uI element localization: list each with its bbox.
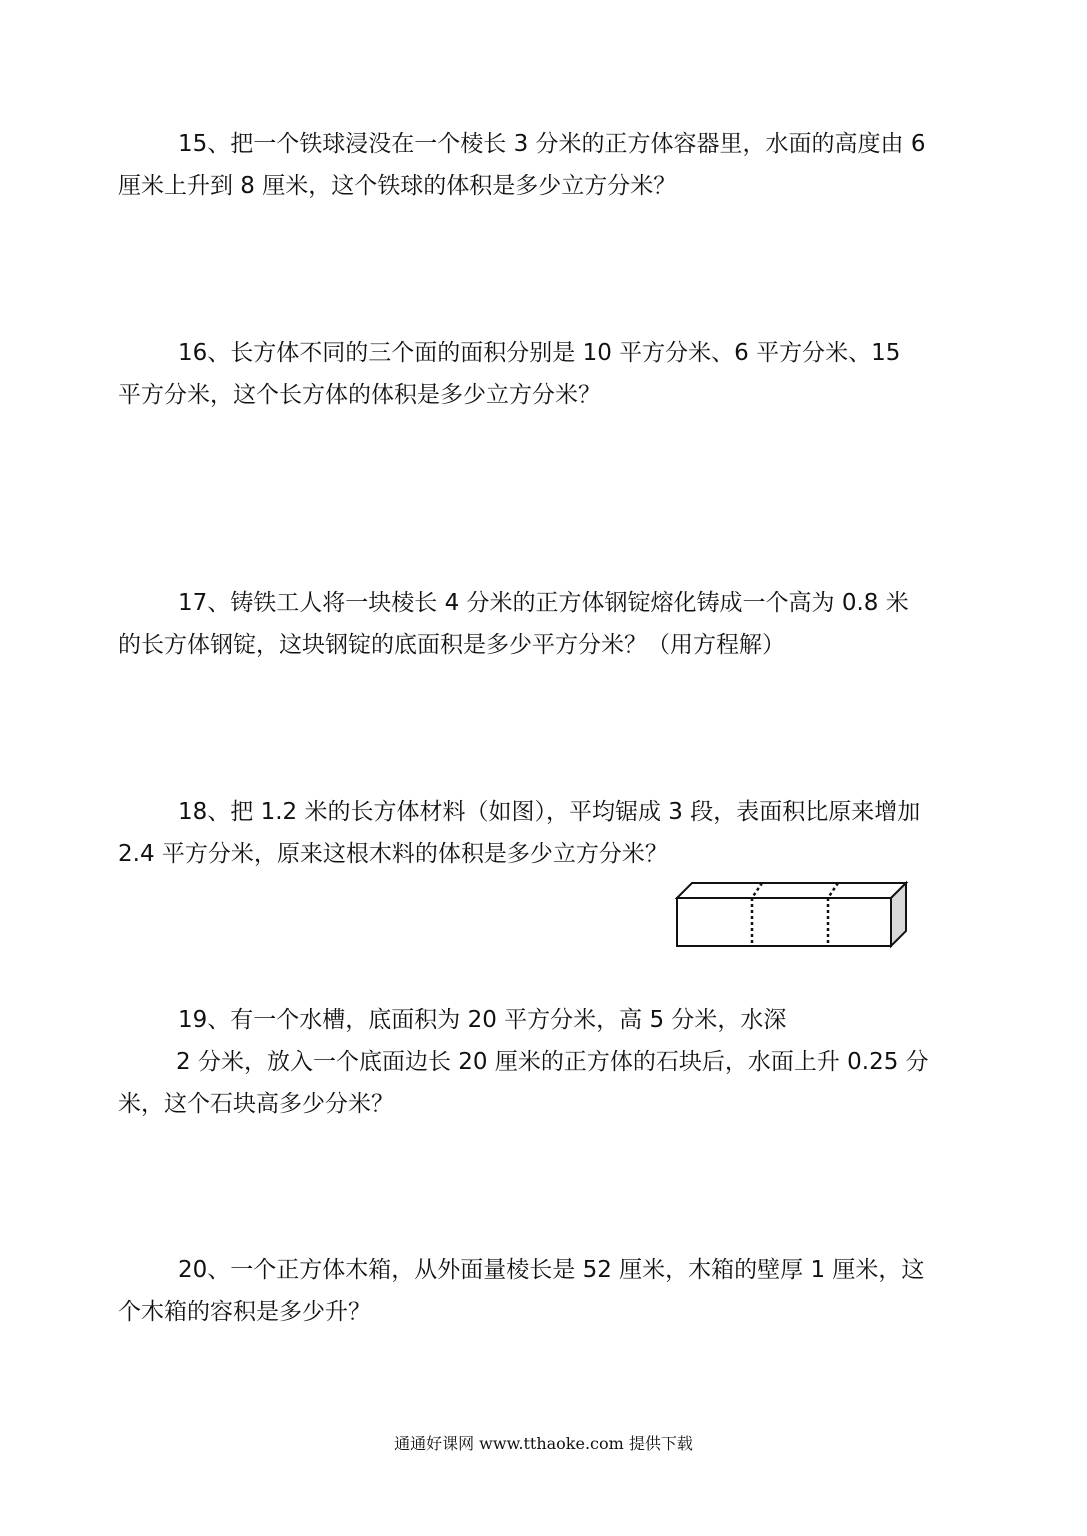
question-19-line-3: 米，这个石块高多少分米？ bbox=[118, 1091, 394, 1117]
question-18-line-1: 18、把 1.2 米的长方体材料（如图），平均锯成 3 段，表面积比原来增加 bbox=[178, 799, 921, 825]
question-16-line-2: 平方分米，这个长方体的体积是多少立方分米？ bbox=[118, 382, 601, 408]
question-15-line-2: 厘米上升到 8 厘米，这个铁球的体积是多少立方分米？ bbox=[118, 173, 677, 199]
question-20 bbox=[118, 1249, 970, 1333]
question-18-line-2: 2.4 平方分米，原来这根木料的体积是多少立方分米？ bbox=[118, 841, 668, 867]
question-20-line-2: 个木箱的容积是多少升？ bbox=[118, 1299, 371, 1325]
cut-line-2 bbox=[828, 883, 838, 946]
question-16-line-1: 16、长方体不同的三个面的面积分别是 10 平方分米、6 平方分米、15 bbox=[178, 340, 901, 366]
question-19-line-1: 19、有一个水槽，底面积为 20 平方分米，高 5 分米，水深 bbox=[178, 1007, 787, 1033]
question-17 bbox=[118, 582, 970, 666]
cuboid-front-face bbox=[677, 898, 891, 946]
question-18 bbox=[118, 791, 970, 875]
question-16 bbox=[118, 332, 970, 416]
cuboid-top-face bbox=[677, 883, 906, 898]
question-15 bbox=[118, 123, 970, 207]
question-17-line-2: 的长方体钢锭，这块钢锭的底面积是多少平方分米？（用方程解） bbox=[118, 632, 785, 658]
cuboid-figure bbox=[670, 876, 912, 952]
question-17-line-1: 17、铸铁工人将一块棱长 4 分米的正方体钢锭熔化铸成一个高为 0.8 米 bbox=[178, 590, 909, 616]
question-19-line-2: 2 分米，放入一个底面边长 20 厘米的正方体的石块后，水面上升 0.25 分 bbox=[176, 1049, 929, 1075]
question-20-line-1: 20、一个正方体木箱，从外面量棱长是 52 厘米，木箱的壁厚 1 厘米，这 bbox=[178, 1257, 925, 1283]
cut-line-1 bbox=[752, 883, 762, 946]
question-19 bbox=[118, 999, 970, 1125]
page-footer: 通通好课网 www.tthaoke.com 提供下载 bbox=[394, 1434, 693, 1453]
cuboid-right-face bbox=[891, 883, 906, 946]
question-15-line-1: 15、把一个铁球浸没在一个棱长 3 分米的正方体容器里，水面的高度由 6 bbox=[178, 131, 926, 157]
